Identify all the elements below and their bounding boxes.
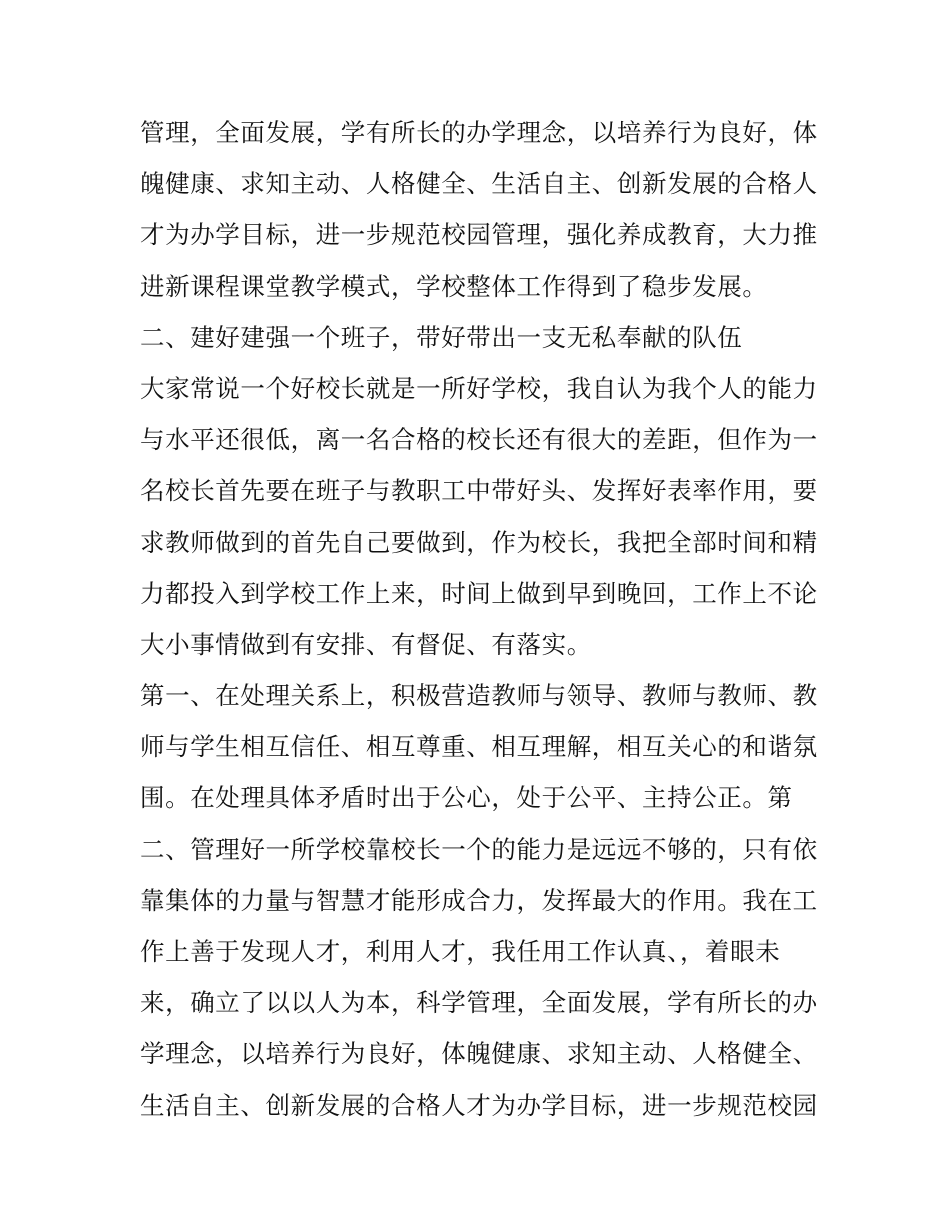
text-line: 围。在处理具体矛盾时出于公心，处于公平、主持公正。第 <box>140 783 793 813</box>
text-line: 学理念，以培养行为良好，体魄健康、求知主动、人格健全、 <box>140 1039 818 1069</box>
text-line: 来，确立了以以人为本，科学管理，全面发展，学有所长的办 <box>140 988 818 1018</box>
text-line: 力都投入到学校工作上来，时间上做到早到晚回，工作上不论 <box>140 578 818 608</box>
text-line: 与水平还很低，离一名合格的校长还有很大的差距，但作为一 <box>140 425 818 455</box>
text-line: 管理，全面发展，学有所长的办学理念，以培养行为良好，体 <box>140 118 818 147</box>
section-heading: 二、建好建强一个班子，带好带出一支无私奉献的队伍 <box>140 322 743 352</box>
text-line: 师与学生相互信任、相互尊重、相互理解，相互关心的和谐氛 <box>140 732 818 762</box>
text-line: 名校长首先要在班子与教职工中带好头、发挥好表率作用，要 <box>140 476 818 506</box>
text-line: 才为办学目标，进一步规范校园管理，强化养成教育，大力推 <box>140 220 818 250</box>
text-line: 大家常说一个好校长就是一所好学校，我自认为我个人的能力 <box>140 373 818 403</box>
text-line: 进新课程课堂教学模式，学校整体工作得到了稳步发展。 <box>140 271 768 301</box>
text-line: 魄健康、求知主动、人格健全、生活自主、创新发展的合格人 <box>140 169 818 199</box>
text-line: 求教师做到的首先自己要做到，作为校长，我把全部时间和精 <box>140 527 818 557</box>
text-line: 大小事情做到有安排、有督促、有落实。 <box>140 629 592 659</box>
text-line: 生活自主、创新发展的合格人才为办学目标，进一步规范校园 <box>140 1090 818 1120</box>
body-text <box>140 107 820 1131</box>
text-line: 作上善于发现人才，利用人才，我任用工作认真、，着眼未 <box>140 937 781 966</box>
text-line: 第一、在处理关系上，积极营造教师与领导、教师与教师、教 <box>140 681 818 711</box>
text-line: 靠集体的力量与智慧才能形成合力，发挥最大的作用。我在工 <box>140 885 818 915</box>
text-line: 二、管理好一所学校靠校长一个的能力是远远不够的，只有依 <box>140 834 818 864</box>
